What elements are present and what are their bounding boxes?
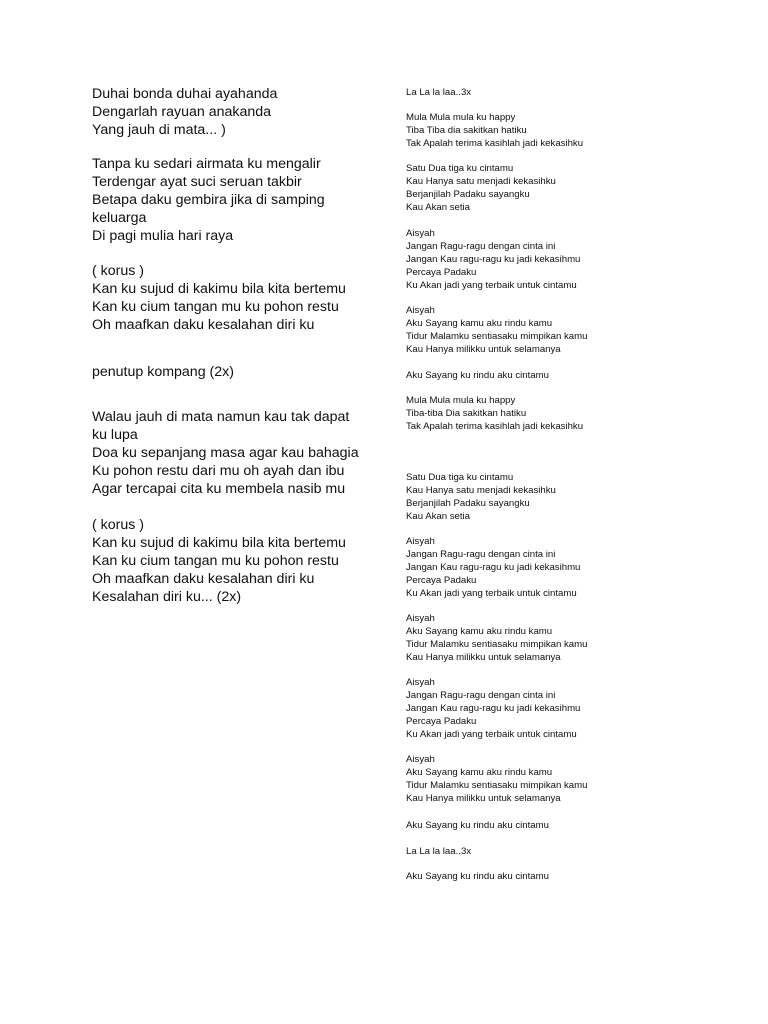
lyric-line-right: Percaya Padaku xyxy=(406,267,477,278)
lyric-line-right: Aku Sayang ku rindu aku cintamu xyxy=(406,871,549,882)
lyric-line-right: Aisyah xyxy=(406,754,435,765)
lyric-line-left: ( korus ) xyxy=(92,517,145,533)
lyric-line-right: Kau Hanya milikku untuk selamanya xyxy=(406,652,561,663)
lyric-line-right: Aisyah xyxy=(406,536,435,547)
lyric-line-right: Tak Apalah terima kasihlah jadi kekasihku xyxy=(406,138,584,149)
lyric-line-left: Doa ku sepanjang masa agar kau bahagia xyxy=(92,445,359,461)
lyric-line-right: Aku Sayang kamu aku rindu kamu xyxy=(406,767,553,778)
lyric-line-right: Aku Sayang kamu aku rindu kamu xyxy=(406,626,553,637)
lyric-line-right: Satu Dua tiga ku cintamu xyxy=(406,472,514,483)
lyric-line-left: Kan ku sujud di kakimu bila kita bertemu xyxy=(92,281,346,297)
lyric-line-right: Kau Akan setia xyxy=(406,511,471,522)
lyric-line-right: Aisyah xyxy=(406,228,435,239)
lyric-line-left: ( korus ) xyxy=(92,263,145,279)
lyric-line-left: Kan ku sujud di kakimu bila kita bertemu xyxy=(92,535,346,551)
lyric-line-right: Jangan Kau ragu-ragu ku jadi kekasihmu xyxy=(406,562,581,573)
lyric-line-right: Ku Akan jadi yang terbaik untuk cintamu xyxy=(406,588,577,599)
lyric-line-right: Tak Apalah terima kasihlah jadi kekasihku xyxy=(406,421,584,432)
lyric-line-right: Ku Akan jadi yang terbaik untuk cintamu xyxy=(406,280,577,291)
lyric-line-right: Tiba Tiba dia sakitkan hatiku xyxy=(406,125,527,136)
lyric-line-right: Percaya Padaku xyxy=(406,716,477,727)
lyric-line-right: Tidur Malamku sentiasaku mimpikan kamu xyxy=(406,331,588,342)
lyric-line-right: Aisyah xyxy=(406,677,435,688)
lyric-line-left: Betapa daku gembira jika di samping xyxy=(92,192,325,208)
lyric-line-right: Jangan Ragu-ragu dengan cinta ini xyxy=(406,690,556,701)
lyric-line-left: Yang jauh di mata... ) xyxy=(92,122,226,138)
lyric-line-right: Kau Hanya milikku untuk selamanya xyxy=(406,793,561,804)
lyric-line-left: Oh maafkan daku kesalahan diri ku xyxy=(92,571,315,587)
lyric-line-right: Tidur Malamku sentiasaku mimpikan kamu xyxy=(406,639,588,650)
lyric-line-right: Percaya Padaku xyxy=(406,575,477,586)
lyric-line-left: keluarga xyxy=(92,210,147,226)
lyric-line-left: Walau jauh di mata namun kau tak dapat xyxy=(92,409,350,425)
lyric-line-right: Aku Sayang ku rindu aku cintamu xyxy=(406,820,549,831)
lyric-line-left: penutup kompang (2x) xyxy=(92,364,234,380)
lyric-line-right: Ku Akan jadi yang terbaik untuk cintamu xyxy=(406,729,577,740)
lyric-line-left: Agar tercapai cita ku membela nasib mu xyxy=(92,481,346,497)
lyric-line-right: Berjanjilah Padaku sayangku xyxy=(406,498,530,509)
lyric-line-right: Jangan Ragu-ragu dengan cinta ini xyxy=(406,549,556,560)
lyric-line-left: Di pagi mulia hari raya xyxy=(92,228,234,244)
lyric-line-right: Aisyah xyxy=(406,613,435,624)
lyric-line-right: Mula Mula mula ku happy xyxy=(406,395,516,406)
lyric-line-right: Kau Akan setia xyxy=(406,202,471,213)
lyric-line-left: Oh maafkan daku kesalahan diri ku xyxy=(92,317,315,333)
lyric-line-left: Ku pohon restu dari mu oh ayah dan ibu xyxy=(92,463,345,479)
lyric-line-right: La La la laa..3x xyxy=(406,846,472,857)
lyric-line-right: Kau Hanya satu menjadi kekasihku xyxy=(406,485,556,496)
lyric-line-right: Aisyah xyxy=(406,305,435,316)
lyric-line-left: Terdengar ayat suci seruan takbir xyxy=(92,174,302,190)
lyric-line-right: Tiba-tiba Dia sakitkan hatiku xyxy=(406,408,527,419)
lyric-line-right: Kau Hanya satu menjadi kekasihku xyxy=(406,176,556,187)
lyric-line-right: Aku Sayang kamu aku rindu kamu xyxy=(406,318,553,329)
lyric-line-left: Kan ku cium tangan mu ku pohon restu xyxy=(92,299,339,315)
lyric-line-right: Mula Mula mula ku happy xyxy=(406,112,516,123)
lyric-line-right: Jangan Ragu-ragu dengan cinta ini xyxy=(406,241,556,252)
lyric-line-left: Kan ku cium tangan mu ku pohon restu xyxy=(92,553,339,569)
lyric-line-right: Berjanjilah Padaku sayangku xyxy=(406,189,530,200)
lyric-line-right: Aku Sayang ku rindu aku cintamu xyxy=(406,370,549,381)
lyric-line-right: Kau Hanya milikku untuk selamanya xyxy=(406,344,561,355)
lyric-line-right: La La la laa..3x xyxy=(406,87,472,98)
lyric-line-left: Dengarlah rayuan anakanda xyxy=(92,104,272,120)
lyric-line-right: Jangan Kau ragu-ragu ku jadi kekasihmu xyxy=(406,703,581,714)
lyric-line-left: ku lupa xyxy=(92,427,138,443)
lyric-line-left: Duhai bonda duhai ayahanda xyxy=(92,86,278,102)
lyric-line-right: Satu Dua tiga ku cintamu xyxy=(406,163,514,174)
lyric-line-right: Jangan Kau ragu-ragu ku jadi kekasihmu xyxy=(406,254,581,265)
lyric-line-right: Tidur Malamku sentiasaku mimpikan kamu xyxy=(406,780,588,791)
lyric-line-left: Kesalahan diri ku... (2x) xyxy=(92,589,242,605)
lyric-line-left: Tanpa ku sedari airmata ku mengalir xyxy=(92,156,321,172)
